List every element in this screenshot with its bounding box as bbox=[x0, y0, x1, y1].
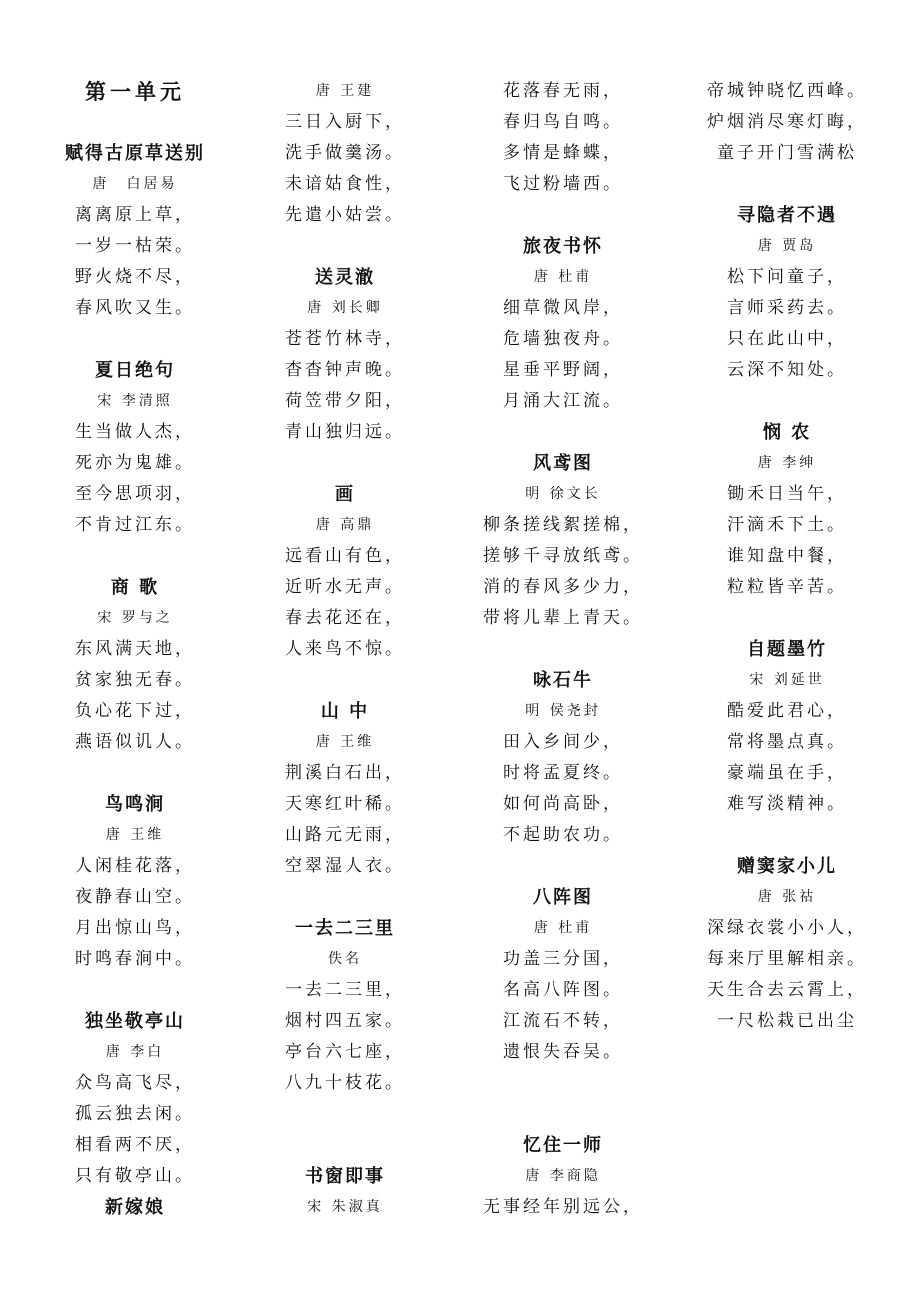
poem-title: 旅夜书怀 bbox=[523, 236, 603, 257]
spacer bbox=[458, 200, 668, 231]
poem-line: 名高八阵图。 bbox=[503, 980, 623, 1000]
spacer bbox=[240, 1130, 450, 1161]
poem-line: 酷爱此君心， bbox=[727, 701, 847, 721]
poem-line: 功盖三分国， bbox=[503, 949, 623, 969]
poem-title: 新嫁娘 bbox=[105, 1197, 165, 1218]
spacer bbox=[30, 107, 240, 138]
spacer bbox=[682, 603, 892, 634]
poem-author: 唐 王建 bbox=[315, 83, 375, 99]
poem-line: 一去二三里， bbox=[285, 980, 405, 1000]
poem-title: 独坐敬亭山 bbox=[85, 1011, 185, 1032]
spacer bbox=[240, 665, 450, 696]
poem-line: 众鸟高飞尽， bbox=[75, 1073, 195, 1093]
poem-line: 死亦为鬼雄。 bbox=[75, 453, 195, 473]
poem-line: 春归鸟自鸣。 bbox=[503, 112, 623, 132]
poem-line: 时鸣春涧中。 bbox=[75, 949, 195, 969]
poem-line: 至今思项羽， bbox=[75, 484, 195, 504]
poem-title: 一去二三里 bbox=[295, 918, 395, 939]
column-1 bbox=[30, 76, 240, 1223]
poem-line: 豪端虽在手， bbox=[727, 763, 847, 783]
poem-line: 月出惊山鸟， bbox=[75, 918, 195, 938]
spacer bbox=[30, 541, 240, 572]
poem-line: 负心花下过， bbox=[75, 701, 195, 721]
poem-line: 燕语似讥人。 bbox=[75, 732, 195, 752]
poem-title: 鸟鸣涧 bbox=[105, 794, 165, 815]
poem-line: 柳条搓线絮搓棉， bbox=[483, 515, 643, 535]
poem-line: 细草微风岸， bbox=[503, 298, 623, 318]
poem-line: 谁知盘中餐， bbox=[727, 546, 847, 566]
poem-title: 赠窦家小儿 bbox=[737, 856, 837, 877]
poem-line: 八九十枝花。 bbox=[285, 1073, 405, 1093]
poem-line: 一岁一枯荣。 bbox=[75, 236, 195, 256]
poem-line: 荆溪白石出， bbox=[285, 763, 405, 783]
poem-line: 相看两不厌， bbox=[75, 1135, 195, 1155]
poem-line: 天生合去云霄上， bbox=[707, 980, 867, 1000]
poem-author: 唐 李商隐 bbox=[525, 1168, 601, 1184]
poem-author: 唐 贾岛 bbox=[757, 238, 817, 254]
poem-line: 遗恨失吞吴。 bbox=[503, 1042, 623, 1062]
poem-line: 烟村四五家。 bbox=[285, 1011, 405, 1031]
poem-title: 寻隐者不遇 bbox=[737, 205, 837, 226]
poem-title: 自题墨竹 bbox=[747, 639, 827, 660]
poem-line: 亭台六七座， bbox=[285, 1042, 405, 1062]
poem-author: 唐 王维 bbox=[315, 734, 375, 750]
poem-title: 山 中 bbox=[320, 701, 370, 722]
poem-line: 汗滴禾下土。 bbox=[727, 515, 847, 535]
poem-line: 帝城钟晓忆西峰。 bbox=[707, 81, 867, 101]
poem-line: 山路元无雨， bbox=[285, 825, 405, 845]
poem-line: 常将墨点真。 bbox=[727, 732, 847, 752]
poem-line: 月涌大江流。 bbox=[503, 391, 623, 411]
poem-author: 宋 刘延世 bbox=[749, 672, 825, 688]
poem-line: 深绿衣裳小小人， bbox=[707, 918, 867, 938]
poem-line: 难写淡精神。 bbox=[727, 794, 847, 814]
poem-author: 唐 李绅 bbox=[757, 455, 817, 471]
poem-line: 如何尚高卧， bbox=[503, 794, 623, 814]
poem-line: 带将儿辈上青天。 bbox=[483, 608, 643, 628]
poem-author: 宋 罗与之 bbox=[97, 610, 173, 626]
poem-author: 唐 杜甫 bbox=[533, 269, 593, 285]
poem-line: 三日入厨下， bbox=[285, 112, 405, 132]
poem-line: 不起助农功。 bbox=[503, 825, 623, 845]
poem-line: 星垂平野阔， bbox=[503, 360, 623, 380]
poem-line: 一尺松栽已出尘 bbox=[717, 1011, 857, 1031]
poem-title: 夏日绝句 bbox=[95, 360, 175, 381]
unit-heading: 第一单元 bbox=[85, 79, 185, 104]
poem-line: 江流石不转， bbox=[503, 1011, 623, 1031]
poem-line: 人来鸟不惊。 bbox=[285, 639, 405, 659]
poem-author: 唐 杜甫 bbox=[533, 920, 593, 936]
poem-line: 洗手做羹汤。 bbox=[285, 143, 405, 163]
spacer bbox=[30, 758, 240, 789]
poem-line: 只有敬亭山。 bbox=[75, 1166, 195, 1186]
poem-line: 炉烟消尽寒灯晦， bbox=[707, 112, 867, 132]
poem-line: 春去花还在， bbox=[285, 608, 405, 628]
poem-line: 离离原上草， bbox=[75, 205, 195, 225]
poem-line: 不肯过江东。 bbox=[75, 515, 195, 535]
spacer bbox=[682, 820, 892, 851]
poem-line: 生当做人杰， bbox=[75, 422, 195, 442]
poem-line: 天寒红叶稀。 bbox=[285, 794, 405, 814]
poem-line: 锄禾日当午， bbox=[727, 484, 847, 504]
poem-line: 春风吹又生。 bbox=[75, 298, 195, 318]
poem-line: 夜静春山空。 bbox=[75, 887, 195, 907]
poem-title: 商 歌 bbox=[110, 577, 160, 598]
poem-author: 明 徐文长 bbox=[525, 486, 601, 502]
poem-line: 搓够千寻放纸鸢。 bbox=[483, 546, 643, 566]
poem-line: 近听水无声。 bbox=[285, 577, 405, 597]
spacer bbox=[682, 169, 892, 200]
poem-author: 唐 李白 bbox=[105, 1044, 165, 1060]
spacer bbox=[30, 975, 240, 1006]
poem-line: 危墙独夜舟。 bbox=[503, 329, 623, 349]
poem-title: 画 bbox=[335, 484, 355, 505]
poem-line: 贫家独无春。 bbox=[75, 670, 195, 690]
poem-author: 明 侯尧封 bbox=[525, 703, 601, 719]
poem-line: 田入乡间少， bbox=[503, 732, 623, 752]
poem-line: 荷笠带夕阳， bbox=[285, 391, 405, 411]
poem-title: 书窗即事 bbox=[305, 1166, 385, 1187]
spacer bbox=[458, 1068, 668, 1099]
spacer bbox=[240, 882, 450, 913]
poem-line: 每来厅里解相亲。 bbox=[707, 949, 867, 969]
poem-line: 苍苍竹林寺， bbox=[285, 329, 405, 349]
poem-author: 唐 张祜 bbox=[757, 889, 817, 905]
poem-title: 悯 农 bbox=[762, 422, 812, 443]
poem-author: 唐 王维 bbox=[105, 827, 165, 843]
spacer bbox=[240, 448, 450, 479]
poem-title: 赋得古原草送别 bbox=[65, 143, 205, 164]
spacer bbox=[682, 386, 892, 417]
poem-title: 送灵澈 bbox=[315, 267, 375, 288]
poem-line: 消的春风多少力， bbox=[483, 577, 643, 597]
poem-line: 多情是蜂蝶， bbox=[503, 143, 623, 163]
spacer bbox=[30, 324, 240, 355]
poem-author: 宋 李清照 bbox=[97, 393, 173, 409]
spacer bbox=[240, 231, 450, 262]
spacer bbox=[240, 1099, 450, 1130]
poem-line: 野火烧不尽， bbox=[75, 267, 195, 287]
column-4 bbox=[682, 76, 892, 1037]
poem-line: 粒粒皆辛苦。 bbox=[727, 577, 847, 597]
poem-line: 云深不知处。 bbox=[727, 360, 847, 380]
poem-line: 只在此山中， bbox=[727, 329, 847, 349]
poem-line: 花落春无雨， bbox=[503, 81, 623, 101]
poem-line: 杳杳钟声晚。 bbox=[285, 360, 405, 380]
poem-line: 童子开门雪满松 bbox=[717, 143, 857, 163]
poem-line: 空翠湿人衣。 bbox=[285, 856, 405, 876]
poem-line: 无事经年别远公， bbox=[483, 1197, 643, 1217]
spacer bbox=[458, 634, 668, 665]
poem-title: 咏石牛 bbox=[533, 670, 593, 691]
poem-line: 时将孟夏终。 bbox=[503, 763, 623, 783]
poem-author: 唐 高鼎 bbox=[315, 517, 375, 533]
poem-line: 孤云独去闲。 bbox=[75, 1104, 195, 1124]
poem-line: 言师采药去。 bbox=[727, 298, 847, 318]
poem-line: 松下问童子， bbox=[727, 267, 847, 287]
spacer bbox=[458, 851, 668, 882]
poem-line: 人闲桂花落， bbox=[75, 856, 195, 876]
poem-author: 宋 朱淑真 bbox=[307, 1199, 383, 1215]
spacer bbox=[458, 417, 668, 448]
column-3 bbox=[458, 76, 668, 1223]
poem-author: 唐 刘长卿 bbox=[307, 300, 383, 316]
poem-line: 未谙姑食性， bbox=[285, 174, 405, 194]
poem-line: 青山独归远。 bbox=[285, 422, 405, 442]
poem-line: 飞过粉墙西。 bbox=[503, 174, 623, 194]
column-2 bbox=[240, 76, 450, 1223]
poem-line: 远看山有色， bbox=[285, 546, 405, 566]
spacer bbox=[458, 1099, 668, 1130]
poem-title: 忆住一师 bbox=[523, 1135, 603, 1156]
poem-author: 唐 白居易 bbox=[92, 176, 178, 192]
poem-author: 佚名 bbox=[328, 951, 362, 967]
poem-line: 先遣小姑尝。 bbox=[285, 205, 405, 225]
poem-line: 东风满天地， bbox=[75, 639, 195, 659]
poem-title: 八阵图 bbox=[533, 887, 593, 908]
poem-title: 风鸢图 bbox=[533, 453, 593, 474]
